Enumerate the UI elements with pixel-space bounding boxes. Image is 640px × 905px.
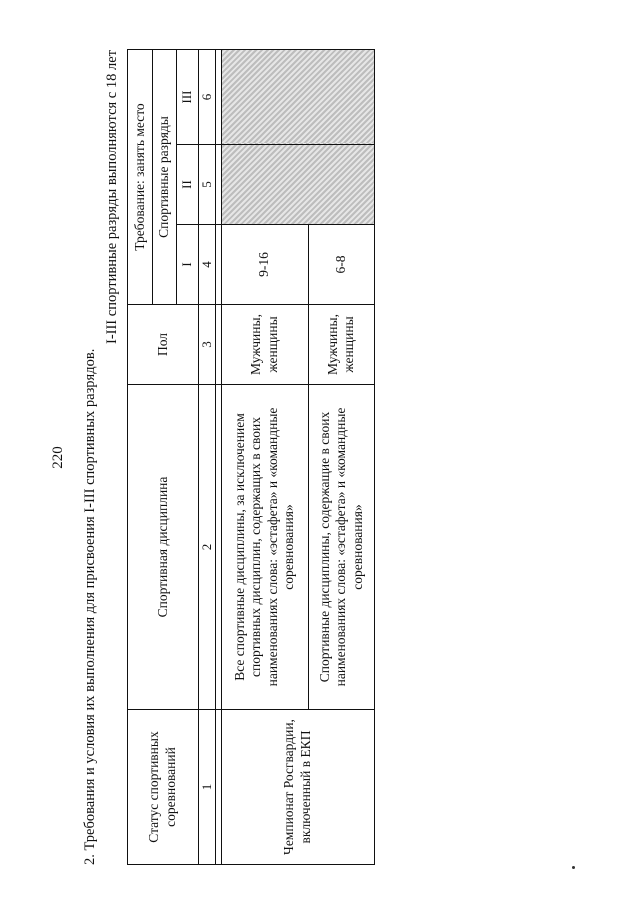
- sex-cell: Мужчины, женщины: [221, 305, 308, 385]
- column-number: 4: [198, 225, 215, 305]
- header-rank-3: III: [177, 50, 198, 145]
- header-sex: Пол: [128, 305, 199, 385]
- rank-2-shaded-cell: [221, 145, 374, 225]
- column-number: 6: [198, 50, 215, 145]
- header-status: Статус спортивных соревнований: [128, 710, 199, 865]
- rank-3-shaded-cell: [221, 50, 374, 145]
- table-row: [221, 50, 308, 865]
- discipline-cell: Все спортивные дисциплины, за исключением спортивных дисциплин, содержащих в своих наименованиях слова: «эстафета» и «командные соревнования»: [221, 385, 308, 710]
- rank-1-place-cell: 9-16: [221, 225, 308, 305]
- column-number: 3: [198, 305, 215, 385]
- competition-status-cell: Чемпионат Росгвардии, включенный в ЕКП: [221, 710, 374, 865]
- header-rank-1: I: [177, 225, 198, 305]
- header-ranks: Спортивные разряды: [152, 50, 177, 305]
- rank-1-place-cell: 6-8: [308, 225, 374, 305]
- column-number: 1: [198, 710, 215, 865]
- header-discipline: Спортивная дисциплина: [128, 385, 199, 710]
- page-number: 220: [50, 446, 66, 469]
- header-rank-2: II: [177, 145, 198, 225]
- rotated-document-page: [50, 50, 380, 865]
- sex-cell: Мужчины, женщины: [308, 305, 374, 385]
- column-number: 2: [198, 385, 215, 710]
- discipline-cell: Спортивные дисциплины, содержащие в своих наименованиях слова: «эстафета» и «командные соревнования»: [308, 385, 374, 710]
- header-row: [128, 50, 153, 865]
- age-note: I-III спортивные разряды выполняются с 18 лет: [104, 50, 120, 345]
- requirements-table: [127, 49, 375, 865]
- scan-speck: [572, 866, 575, 869]
- column-number: 5: [198, 145, 215, 225]
- section-heading: 2. Требования и условия их выполнения для присвоения I-III спортивных разрядов.: [82, 348, 98, 865]
- header-requirement: Требование: занять место: [128, 50, 153, 305]
- column-number-row: [198, 50, 215, 865]
